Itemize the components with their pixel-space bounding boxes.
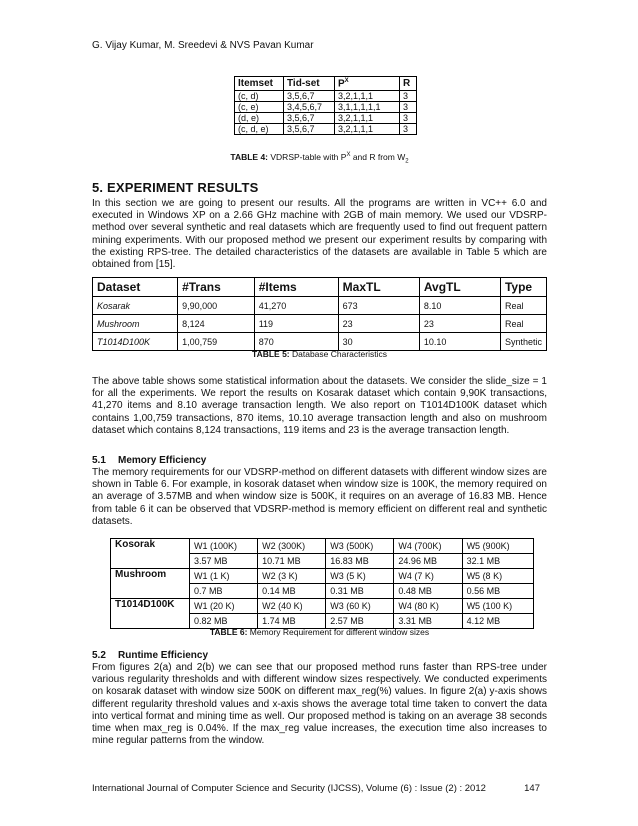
column-header-p-superscript: X bbox=[344, 77, 349, 84]
table-cell: 3,2,1,1,1 bbox=[335, 113, 400, 124]
table-cell: Mushroom bbox=[93, 315, 178, 333]
table-cell: 3,5,6,7 bbox=[284, 124, 335, 135]
table-cell: 41,270 bbox=[254, 297, 338, 315]
window-cell: W3 (5 K) bbox=[326, 569, 394, 584]
window-cell: W1 (100K) bbox=[190, 539, 258, 554]
window-cell: W3 (500K) bbox=[326, 539, 394, 554]
table-row bbox=[111, 569, 534, 584]
table-cell: 870 bbox=[254, 333, 338, 351]
column-header: Tid-set bbox=[284, 77, 335, 91]
table-row bbox=[111, 599, 534, 614]
table-cell: Real bbox=[500, 315, 546, 333]
table-row bbox=[93, 297, 547, 315]
window-cell: W4 (700K) bbox=[394, 539, 462, 554]
table-5 bbox=[92, 277, 547, 351]
value-cell: 4.12 MB bbox=[462, 614, 533, 629]
value-cell: 2.57 MB bbox=[326, 614, 394, 629]
caption-text: and R from W bbox=[350, 152, 406, 162]
table-row bbox=[235, 124, 417, 135]
value-cell: 0.82 MB bbox=[190, 614, 258, 629]
page-footer bbox=[92, 783, 552, 794]
caption-label: TABLE 4: bbox=[230, 152, 269, 162]
memory-paragraph: The memory requirements for our VDSRP-method on different datasets with different window sizes are shown in Table 6. For example, in kosorak dataset when window size is 100K, the memory required on an average of 3.57MB and when window size is 500K, it requires on an average of 16.83 MB. Hence from table 6 it can be observed that VDSRP-method is memory efficient on different real and synthetic datasets. bbox=[92, 467, 547, 527]
window-cell: W1 (1 K) bbox=[190, 569, 258, 584]
journal-citation: International Journal of Computer Science and Security (IJCSS), Volume (6) : Issue (2) : 2012 bbox=[92, 783, 486, 794]
table-cell: (d, e) bbox=[235, 113, 284, 124]
column-header: Type bbox=[500, 278, 546, 297]
table-cell: 119 bbox=[254, 315, 338, 333]
dataset-label: Kosorak bbox=[111, 539, 190, 569]
value-cell: 0.7 MB bbox=[190, 584, 258, 599]
window-cell: W5 (900K) bbox=[462, 539, 533, 554]
table-row bbox=[235, 102, 417, 113]
window-cell: W1 (20 K) bbox=[190, 599, 258, 614]
value-cell: 0.31 MB bbox=[326, 584, 394, 599]
value-cell: 0.14 MB bbox=[258, 584, 326, 599]
table-cell: (c, e) bbox=[235, 102, 284, 113]
table-cell: 673 bbox=[338, 297, 419, 315]
table-cell: 3,2,1,1,1 bbox=[335, 91, 400, 102]
table-cell: 3 bbox=[400, 113, 417, 124]
table-cell: 3 bbox=[400, 102, 417, 113]
intro-paragraph: In this section we are going to present our results. All the programs are written in VC++ 6.0 and executed in Windows XP on a 2.66 GHz machine with 2GB of main memory. We used our VDSRP-method over several synthetic and real datasets which are frequently used to find out frequent pattern mining experiments. With our proposed method we present our experiment results by comparing with the existing RPS-tree. The detailed characteristics of the datasets are available in Table 5 which are obtained from [15]. bbox=[92, 198, 547, 271]
table-cell: 3,4,5,6,7 bbox=[284, 102, 335, 113]
caption-label: TABLE 5: bbox=[252, 349, 290, 359]
table-6-caption bbox=[92, 627, 547, 637]
page-number: 147 bbox=[524, 783, 540, 794]
table-row bbox=[93, 315, 547, 333]
table-cell: 23 bbox=[419, 315, 500, 333]
subsection-title: Memory Efficiency bbox=[118, 455, 207, 466]
table-cell: 10.10 bbox=[419, 333, 500, 351]
column-header-p: P bbox=[338, 78, 345, 90]
caption-text: Memory Requirement for different window sizes bbox=[247, 627, 430, 637]
runtime-paragraph: From figures 2(a) and 2(b) we can see that our proposed method runs faster than RPS-tree under various regularity thresholds and with different window sizes respectively. We conducted experiments on kosarak dataset with window size 500K on different max_reg(%) values. In figure 2(a) y-axis shows different regularity threshold values and x-axis shows the average total time taken to convert the data into vertical format and mining time as well. Our proposed method is taking on an average 38 seconds time when max_reg is 0.04%. If the max_reg value increases, the execution time also increases to mine regular patterns from the window. bbox=[92, 662, 547, 747]
dataset-label: T1014D100K bbox=[111, 599, 190, 629]
value-cell: 0.56 MB bbox=[462, 584, 533, 599]
table-cell: Synthetic bbox=[500, 333, 546, 351]
caption-text: Database Characteristics bbox=[289, 349, 387, 359]
subsection-number: 5.2 bbox=[92, 650, 106, 661]
table-header-row bbox=[235, 77, 417, 91]
table-5-caption bbox=[92, 349, 547, 359]
subsection-heading bbox=[92, 455, 206, 466]
table-cell: T1014D100K bbox=[93, 333, 178, 351]
table-cell: 8,124 bbox=[178, 315, 255, 333]
value-cell: 24.96 MB bbox=[394, 554, 462, 569]
window-cell: W2 (3 K) bbox=[258, 569, 326, 584]
value-cell: 32.1 MB bbox=[462, 554, 533, 569]
value-cell: 3.57 MB bbox=[190, 554, 258, 569]
table-cell: 1,00,759 bbox=[178, 333, 255, 351]
column-header bbox=[335, 77, 400, 91]
table-cell: 3 bbox=[400, 124, 417, 135]
table-row bbox=[111, 539, 534, 554]
table-cell: 3,5,6,7 bbox=[284, 91, 335, 102]
running-header: G. Vijay Kumar, M. Sreedevi & NVS Pavan Kumar bbox=[92, 40, 314, 51]
subsection-title: Runtime Efficiency bbox=[118, 650, 209, 661]
table-cell: 3 bbox=[400, 91, 417, 102]
caption-text: VDRSP-table with P bbox=[268, 152, 347, 162]
table-cell: 30 bbox=[338, 333, 419, 351]
dataset-label: Mushroom bbox=[111, 569, 190, 599]
window-cell: W4 (7 K) bbox=[394, 569, 462, 584]
value-cell: 10.71 MB bbox=[258, 554, 326, 569]
table-cell: 3,5,6,7 bbox=[284, 113, 335, 124]
column-header: AvgTL bbox=[419, 278, 500, 297]
table-cell: (c, d) bbox=[235, 91, 284, 102]
subsection-heading bbox=[92, 650, 208, 661]
column-header: Dataset bbox=[93, 278, 178, 297]
table-cell: 9,90,000 bbox=[178, 297, 255, 315]
value-cell: 16.83 MB bbox=[326, 554, 394, 569]
section-heading: 5. EXPERIMENT RESULTS bbox=[92, 180, 259, 195]
window-cell: W2 (40 K) bbox=[258, 599, 326, 614]
caption-subscript: 2 bbox=[405, 158, 409, 165]
column-header: Itemset bbox=[235, 77, 284, 91]
table-header-row bbox=[93, 278, 547, 297]
column-header: R bbox=[400, 77, 417, 91]
value-cell: 1.74 MB bbox=[258, 614, 326, 629]
table-row bbox=[93, 333, 547, 351]
column-header: #Items bbox=[254, 278, 338, 297]
caption-superscript: X bbox=[346, 152, 351, 159]
table-cell: 3,1,1,1,1,1 bbox=[335, 102, 400, 113]
table-4 bbox=[234, 76, 417, 135]
table-row bbox=[235, 113, 417, 124]
table-6 bbox=[110, 538, 534, 629]
subsection-number: 5.1 bbox=[92, 455, 106, 466]
table-cell: Kosarak bbox=[93, 297, 178, 315]
table-cell: (c, d, e) bbox=[235, 124, 284, 135]
column-header: #Trans bbox=[178, 278, 255, 297]
window-cell: W5 (8 K) bbox=[462, 569, 533, 584]
table-cell: 3,2,1,1,1 bbox=[335, 124, 400, 135]
window-cell: W4 (80 K) bbox=[394, 599, 462, 614]
table-cell: 8.10 bbox=[419, 297, 500, 315]
window-cell: W5 (100 K) bbox=[462, 599, 533, 614]
table-cell: 23 bbox=[338, 315, 419, 333]
value-cell: 3.31 MB bbox=[394, 614, 462, 629]
window-cell: W3 (60 K) bbox=[326, 599, 394, 614]
table-4-caption bbox=[92, 152, 547, 165]
caption-label: TABLE 6: bbox=[209, 627, 248, 637]
column-header: MaxTL bbox=[338, 278, 419, 297]
table-row bbox=[235, 91, 417, 102]
dataset-paragraph: The above table shows some statistical information about the datasets. We consider the slide_size = 1 for all the experiments. We report the results on Kosarak dataset which contain 9,90K transactions, 41,270 items and 8.10 average transaction length. We also report on T1014D100K dataset which contains 1,00,759 transactions, 870 items, 10.10 average transaction length and also on mushroom dataset which contains 8,124 transactions, 119 items and 23 is the average transaction length. bbox=[92, 376, 547, 436]
window-cell: W2 (300K) bbox=[258, 539, 326, 554]
table-cell: Real bbox=[500, 297, 546, 315]
value-cell: 0.48 MB bbox=[394, 584, 462, 599]
